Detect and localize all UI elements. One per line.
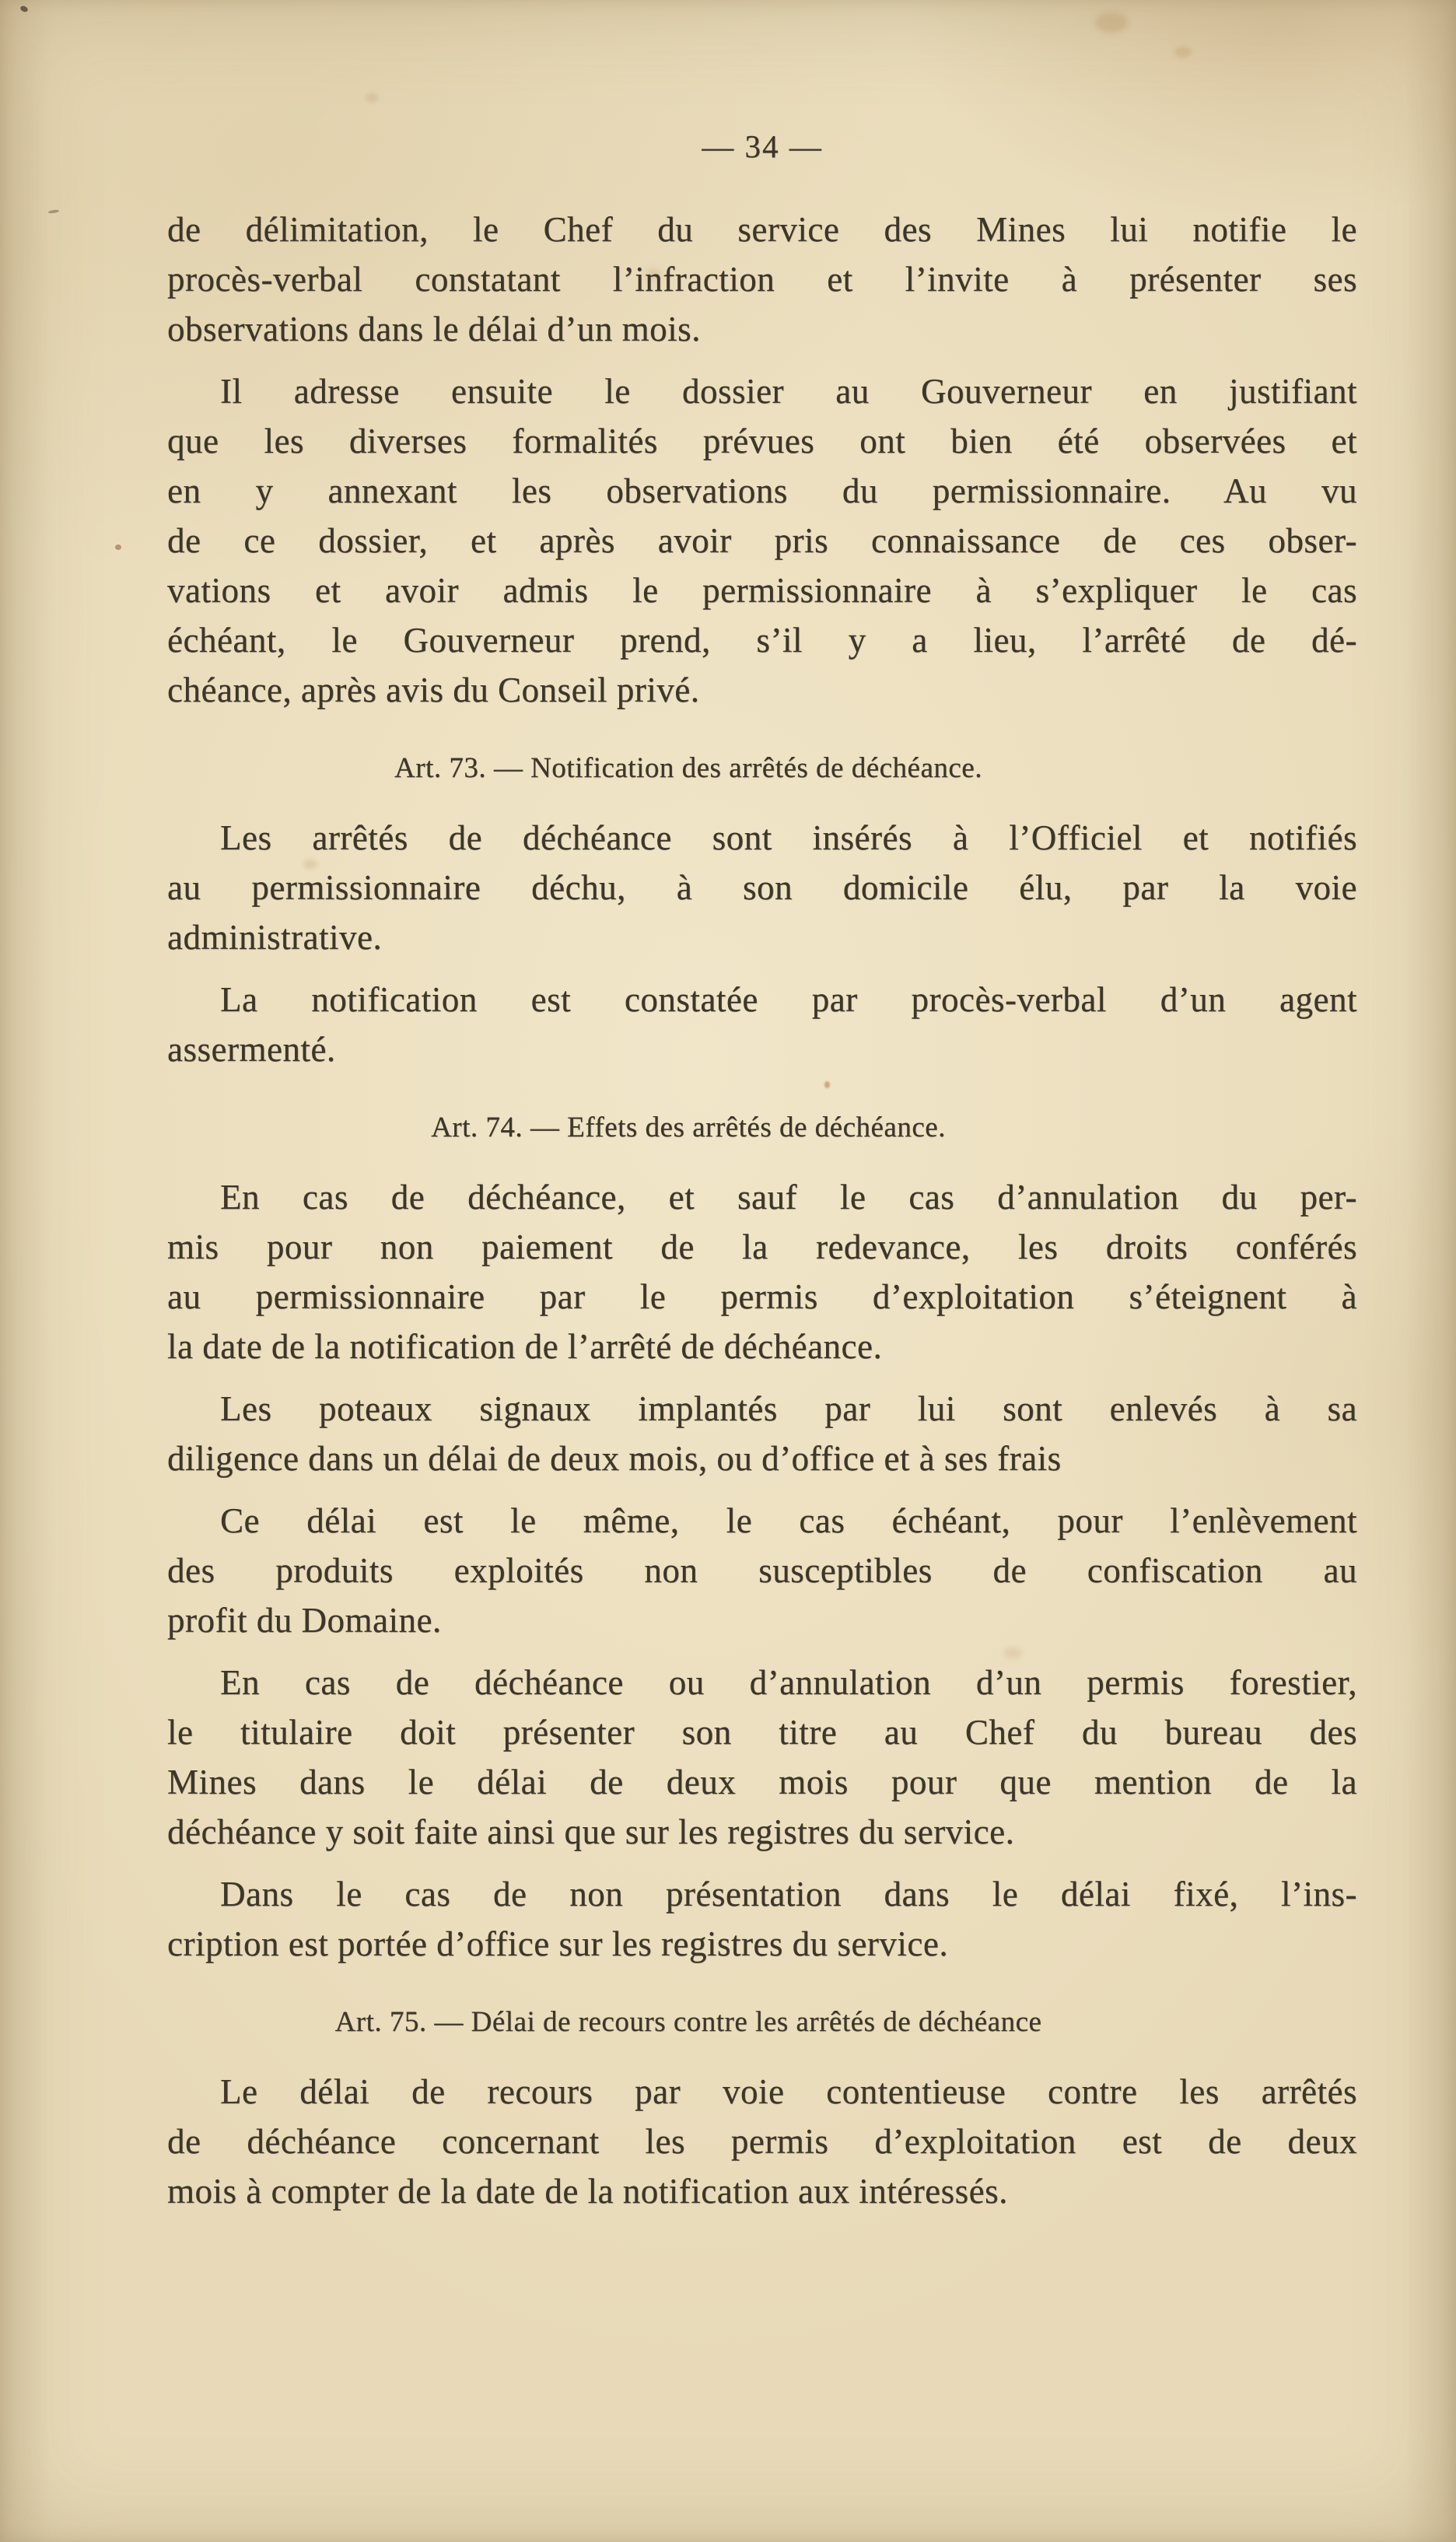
paragraph bbox=[167, 1496, 1357, 1645]
text-line: Il adresse ensuite le dossier au Gouverneur en justifiant bbox=[220, 372, 1357, 411]
text-line: profit du Domaine. bbox=[167, 1601, 442, 1640]
paragraph bbox=[167, 975, 1357, 1074]
text-line: en y annexant les observations du permissionnaire. Au vu bbox=[167, 471, 1357, 510]
text-line: de ce dossier, et après avoir pris connaissance de ces obser- bbox=[167, 521, 1357, 560]
text-line: de délimitation, le Chef du service des Mines lui notifie le bbox=[167, 210, 1357, 249]
text-line: chéance, après avis du Conseil privé. bbox=[167, 671, 700, 709]
text-line: Le délai de recours par voie contentieuse contre les arrêtés bbox=[220, 2072, 1357, 2111]
text-line: des produits exploités non susceptibles de confiscation au bbox=[167, 1551, 1357, 1590]
text-block bbox=[167, 128, 1357, 2229]
page-number: — 34 — bbox=[702, 128, 823, 164]
paragraph bbox=[167, 1172, 1357, 1371]
text-line: échéant, le Gouverneur prend, s’il y a lieu, l’arrêté de dé- bbox=[167, 621, 1357, 660]
text-line: observations dans le délai d’un mois. bbox=[167, 310, 701, 348]
text-line: que les diverses formalités prévues ont bien été observées et bbox=[167, 422, 1357, 460]
text-line: mois à compter de la date de la notification aux intéressés. bbox=[167, 2172, 1008, 2211]
text-line: cription est portée d’office sur les registres du service. bbox=[167, 1924, 949, 1963]
text-line: Les poteaux signaux implantés par lui sont enlevés à sa bbox=[220, 1389, 1357, 1428]
paragraph bbox=[167, 813, 1357, 962]
text-line: la date de la notification de l’arrêté de déchéance. bbox=[167, 1327, 883, 1366]
text-line: La notification est constatée par procès-verbal d’un agent bbox=[220, 980, 1357, 1019]
paragraph bbox=[167, 2067, 1357, 2216]
paragraph bbox=[167, 1384, 1357, 1483]
article-heading-73: Art. 73. — Notification des arrêtés de déchéance. bbox=[394, 752, 982, 784]
paper-stain bbox=[366, 93, 378, 103]
text-line: de déchéance concernant les permis d’exploitation est de deux bbox=[167, 2122, 1357, 2161]
text-line: administrative. bbox=[167, 918, 383, 957]
paper-stain bbox=[1095, 12, 1128, 33]
text-line: au permissionnaire par le permis d’exploitation s’éteignent à bbox=[167, 1277, 1357, 1316]
paragraph bbox=[167, 1869, 1357, 1969]
text-line: diligence dans un délai de deux mois, ou d’office et à ses frais bbox=[167, 1439, 1062, 1478]
paper-stain bbox=[1174, 47, 1192, 58]
text-line: Mines dans le délai de deux mois pour que mention de la bbox=[167, 1763, 1357, 1801]
paper-speck bbox=[19, 5, 29, 13]
text-line: mis pour non paiement de la redevance, les droits conférés bbox=[167, 1227, 1357, 1266]
article-heading-75: Art. 75. — Délai de recours contre les arrêtés de déchéance bbox=[334, 2006, 1042, 2038]
paper-speck bbox=[115, 544, 121, 550]
text-line: déchéance y soit faite ainsi que sur les registres du service. bbox=[167, 1812, 1015, 1851]
text-line: Dans le cas de non présentation dans le délai fixé, l’ins- bbox=[220, 1875, 1357, 1914]
text-line: En cas de déchéance, et sauf le cas d’annulation du per- bbox=[220, 1178, 1357, 1217]
text-line: assermenté. bbox=[167, 1030, 336, 1069]
paragraph bbox=[167, 366, 1357, 715]
text-line: En cas de déchéance ou d’annulation d’un permis forestier, bbox=[220, 1663, 1357, 1702]
text-line: Ce délai est le même, le cas échéant, pour l’enlèvement bbox=[220, 1501, 1357, 1540]
article-heading-74: Art. 74. — Effets des arrêtés de déchéance. bbox=[431, 1112, 946, 1143]
text-line: vations et avoir admis le permissionnaire à s’expliquer le cas bbox=[167, 571, 1357, 610]
paragraph bbox=[167, 205, 1357, 354]
text-line: Les arrêtés de déchéance sont insérés à l’Officiel et notifiés bbox=[220, 818, 1357, 857]
paragraph bbox=[167, 1658, 1357, 1857]
text-line: au permissionnaire déchu, à son domicile élu, par la voie bbox=[167, 868, 1357, 907]
text-line: le titulaire doit présenter son titre au Chef du bureau des bbox=[167, 1713, 1357, 1752]
paper-speck bbox=[48, 209, 59, 214]
text-line: procès-verbal constatant l’infraction et l’invite à présenter ses bbox=[167, 260, 1357, 299]
